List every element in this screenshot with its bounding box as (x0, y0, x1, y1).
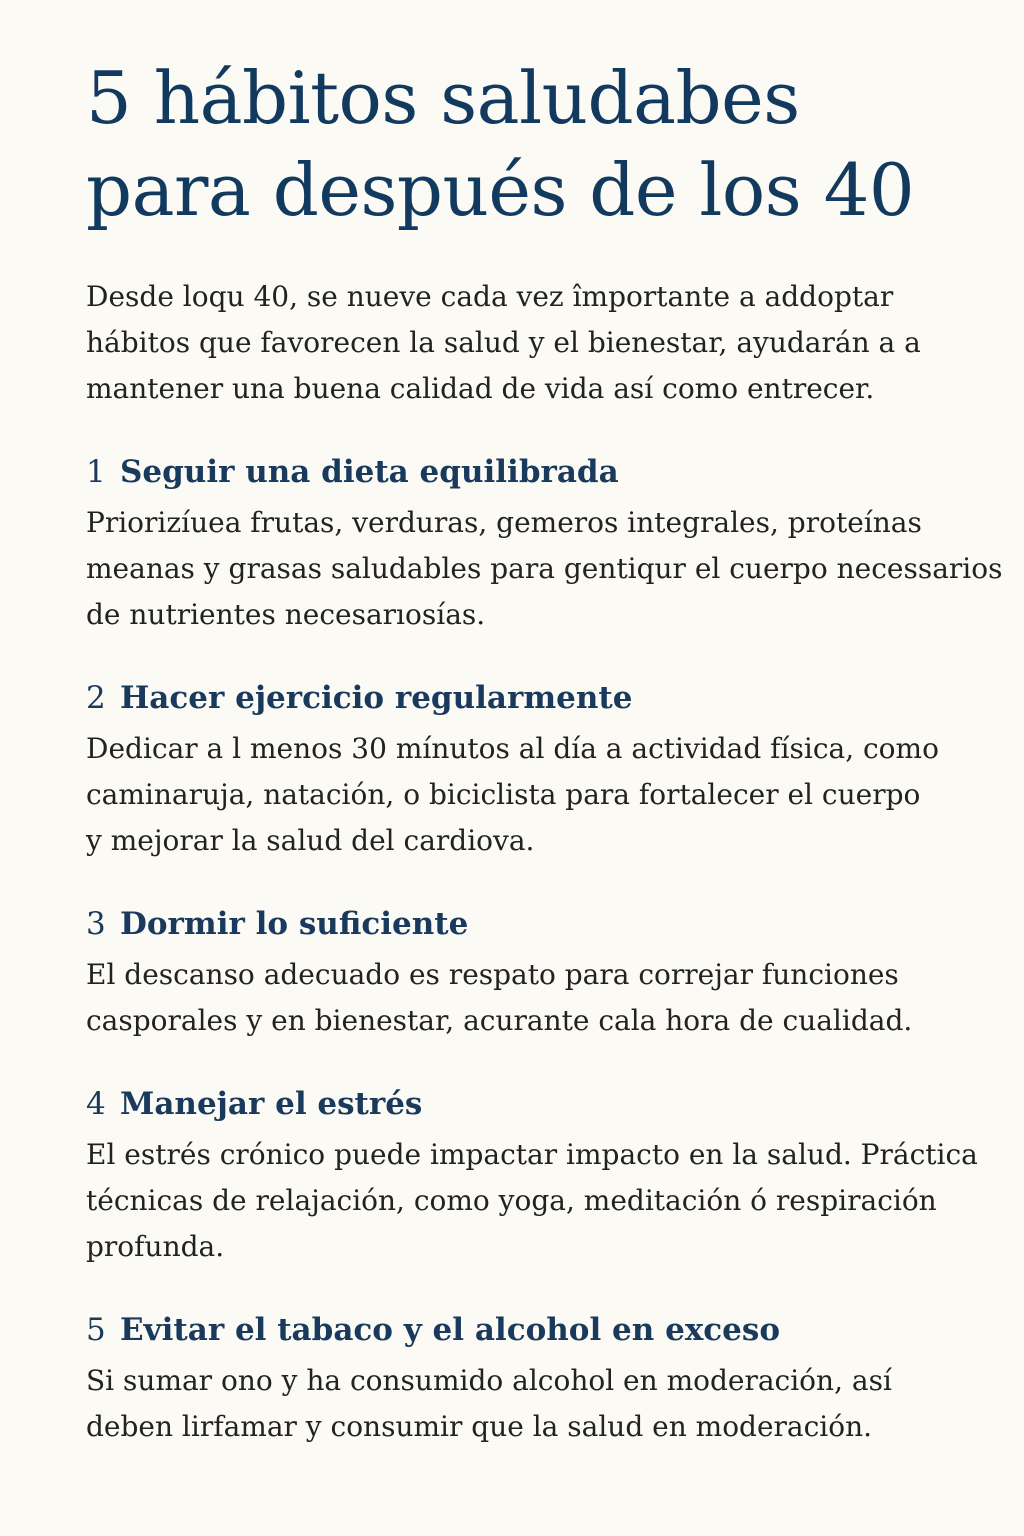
habit-description (86, 1358, 954, 1450)
intro-line: hábitos que favorecen la salud y el bienestar, ayudarán a a (86, 326, 921, 359)
habit-line: El estrés crónico puede impactar impacto en la salud. Práctica (86, 1138, 978, 1171)
habit-number: 3 (86, 906, 106, 942)
habit-line: profunda. (86, 1230, 225, 1263)
habit-title: Evitar el tabaco y el alcohol en exceso (120, 1312, 781, 1348)
habit-line: Si sumar ono y ha consumido alcohol en moderación, así (86, 1364, 892, 1397)
habit-line: deben lirfamar y consumir que la salud en moderación. (86, 1410, 873, 1443)
intro-paragraph (86, 274, 954, 412)
habit-title: Hacer ejercicio regularmente (120, 680, 633, 716)
habit-number: 5 (86, 1312, 106, 1348)
title-line-2: para después de los 40 (86, 148, 915, 232)
habit-description (86, 1132, 978, 1270)
habit-section-5 (86, 1308, 954, 1450)
habit-title: Seguir una dieta equilibrada (120, 454, 619, 490)
habit-heading (86, 450, 954, 494)
habit-line: caminaruja, natación, o biciclista para fortalecer el cuerpo (86, 778, 921, 811)
habit-title: Dormir lo suficiente (120, 906, 469, 942)
habit-line: casporales y en bienestar, acurante cala hora de cualidad. (86, 1004, 913, 1037)
habit-section-1 (86, 450, 1003, 638)
habit-line: de nutrientes necesarıosías. (86, 598, 486, 631)
habit-line: Dedicar a l menos 30 mínutos al día a actividad física, como (86, 732, 939, 765)
habit-number: 2 (86, 680, 106, 716)
habit-section-3 (86, 902, 954, 1044)
habit-number: 4 (86, 1086, 106, 1122)
intro-line: Desde loqu 40, se nueve cada vez împortante a addoptar (86, 280, 894, 313)
habit-line: meanas y grasas saludables para gentiqur el cuerpo necessarios (86, 552, 1003, 585)
habit-heading (86, 1308, 954, 1352)
habit-title: Manejar el estrés (120, 1086, 423, 1122)
intro-line: mantener una buena calidad de vida así como entrecer. (86, 372, 875, 405)
habit-description (86, 726, 954, 864)
habit-line: técnicas de relajación, como yoga, meditación ó respiración (86, 1184, 937, 1217)
habit-line: y mejorar la salud del cardiova. (86, 824, 535, 857)
habit-description (86, 500, 1003, 638)
habit-section-2 (86, 676, 954, 864)
habit-section-4 (86, 1082, 978, 1270)
habit-description (86, 952, 954, 1044)
habit-heading (86, 902, 954, 946)
habit-line: El descanso adecuado es respato para correjar funciones (86, 958, 899, 991)
habit-heading (86, 676, 954, 720)
habit-heading (86, 1082, 954, 1126)
habit-line: Priorizíuea frutas, verduras, gemeros integrales, proteínas (86, 506, 922, 539)
title-line-1: 5 hábitos saludabes (86, 56, 800, 140)
page-title (86, 52, 954, 236)
habit-number: 1 (86, 454, 106, 490)
